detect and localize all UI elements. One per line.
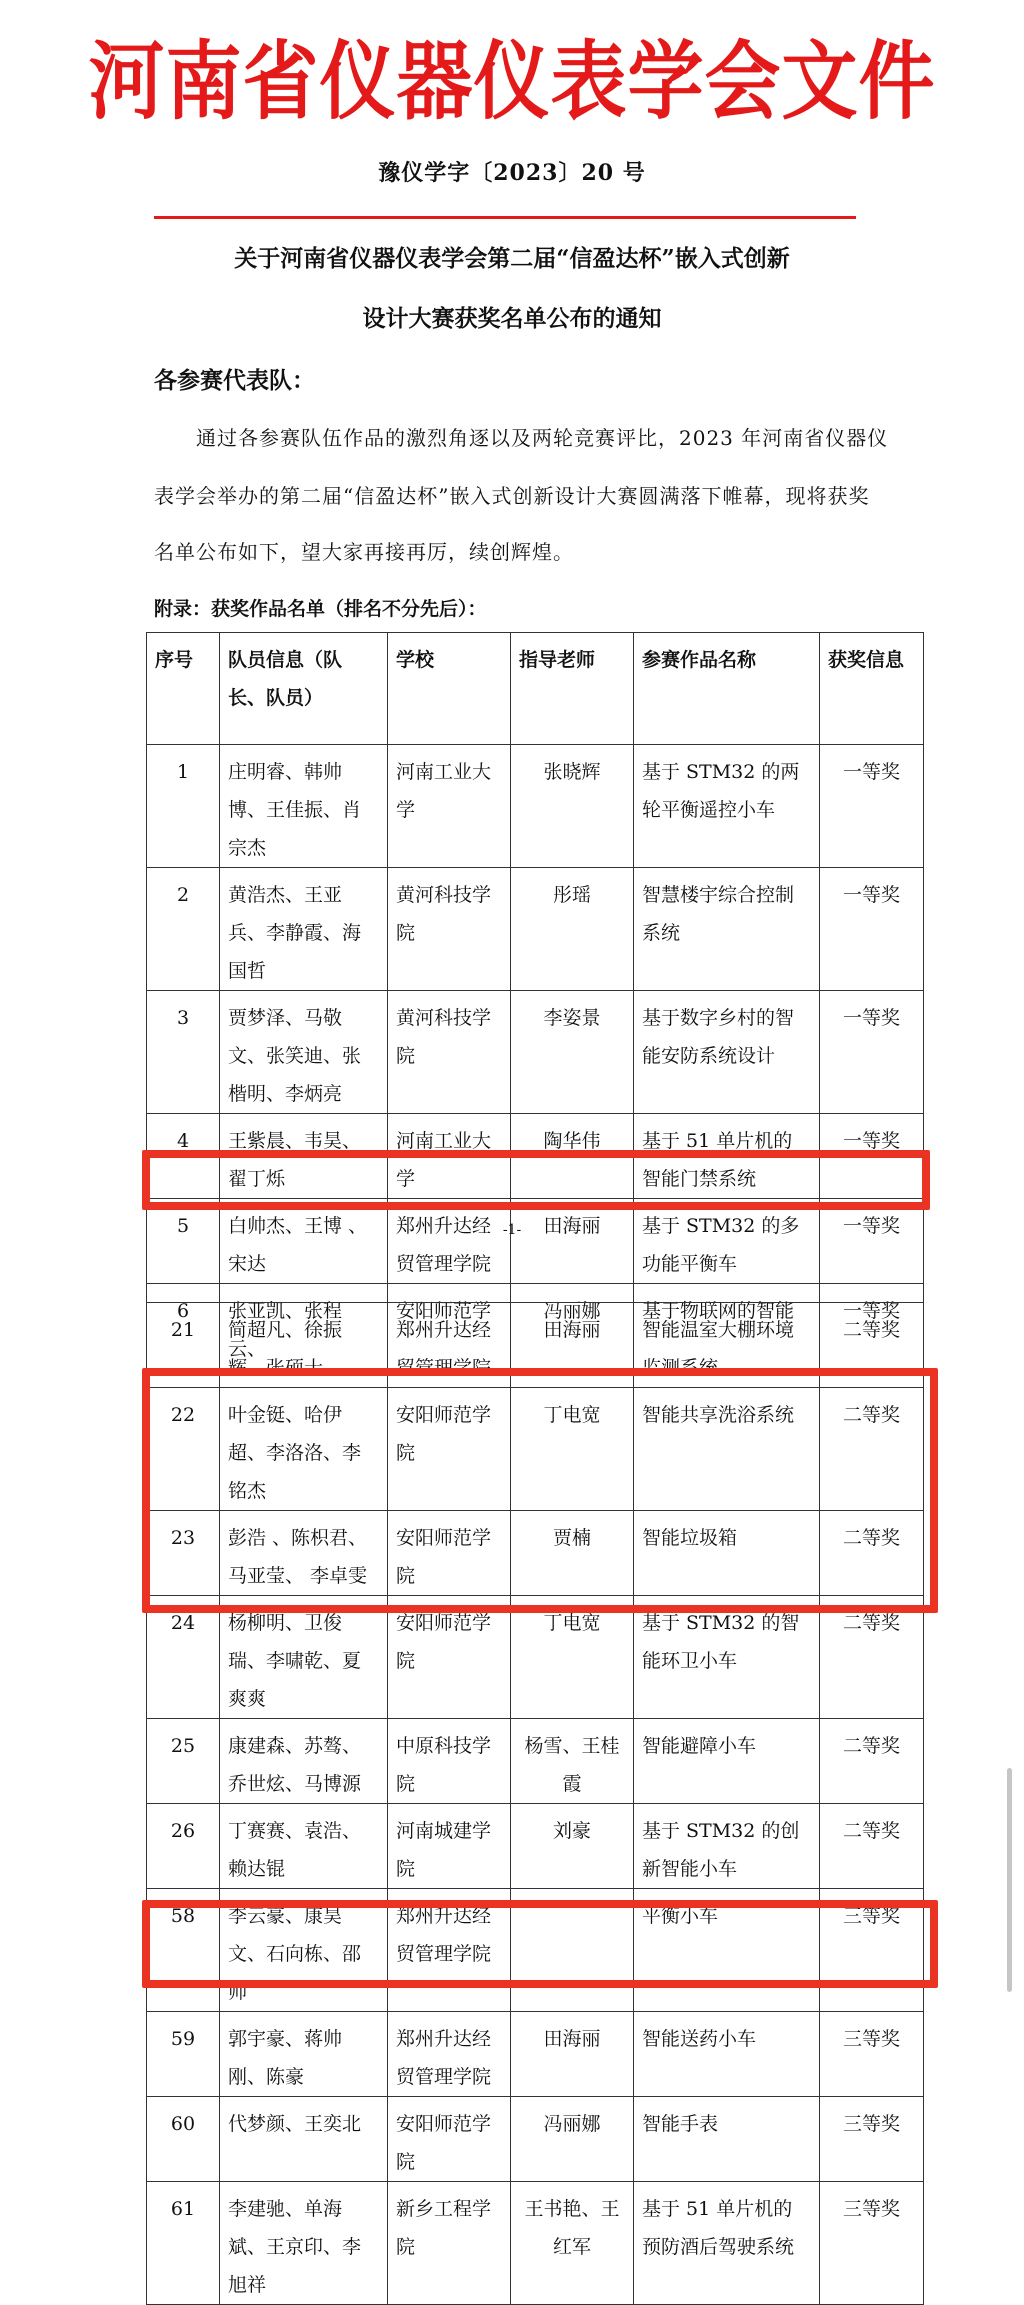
cell-project: 智能送药小车	[634, 2012, 820, 2097]
awards-table-page1	[146, 632, 924, 1369]
cell-award: 二等奖	[820, 1303, 924, 1388]
cell-advisor: 王书艳、王红军	[511, 2182, 634, 2305]
table-header-row	[147, 633, 924, 745]
cell-project: 智能手表	[634, 2097, 820, 2182]
highlight-box-row-6	[142, 1150, 930, 1210]
cell-members: 郭宇豪、蒋帅刚、陈豪	[220, 2012, 388, 2097]
cell-members: 代梦颜、王奕北	[220, 2097, 388, 2182]
salutation: 各参赛代表队：	[154, 367, 315, 394]
cell-advisor: 冯丽娜	[511, 2097, 634, 2182]
cell-project: 基于 51 单片机的预防酒后驾驶系统	[634, 2182, 820, 2305]
page-number: -1-	[502, 1222, 522, 1238]
cell-school: 黄河科技学院	[388, 868, 511, 991]
cell-members: 简超凡、徐振辉、张硕士	[220, 1303, 388, 1388]
header-no: 序号	[147, 633, 220, 745]
cell-advisor: 田海丽	[511, 2012, 634, 2097]
cell-school: 新乡工程学院	[388, 2182, 511, 2305]
cell-number: 23	[147, 1511, 220, 1596]
table-row	[147, 1199, 924, 1284]
cell-award: 二等奖	[820, 1388, 924, 1511]
cell-project: 基于 STM32 的多功能平衡车	[634, 1199, 820, 1284]
cell-award: 一等奖	[820, 1114, 924, 1199]
cell-members: 丁赛赛、袁浩、赖达锟	[220, 1804, 388, 1889]
cell-members: 李建驰、单海斌、王京印、李旭祥	[220, 2182, 388, 2305]
body-line-3: 名单公布如下，望大家再接再厉，续创辉煌。	[154, 540, 574, 564]
cell-project: 基于物联网的智能	[634, 1284, 820, 1369]
notice-title-line2: 设计大赛获奖名单公布的通知	[362, 305, 662, 332]
cell-project: 基于 STM32 的智能环卫小车	[634, 1596, 820, 1719]
body-line-1: 通过各参赛队伍作品的激烈角逐以及两轮竞赛评比，2023 年河南省仪器仪	[196, 426, 889, 450]
cell-advisor: 田海丽	[511, 1199, 634, 1284]
notice-title-line1: 关于河南省仪器仪表学会第二届“信盈达杯”嵌入式创新	[234, 245, 790, 272]
cell-number: 3	[147, 991, 220, 1114]
cell-school: 安阳师范学院	[388, 2097, 511, 2182]
cell-advisor: 田海丽	[511, 1303, 634, 1388]
cell-school: 安阳师范学	[388, 1284, 511, 1369]
cell-advisor: 彤瑶	[511, 868, 634, 991]
cell-school: 中原科技学院	[388, 1719, 511, 1804]
cell-school: 黄河科技学院	[388, 991, 511, 1114]
cell-number: 26	[147, 1804, 220, 1889]
org-document-title: 河南省仪器仪表学会文件	[88, 31, 936, 132]
red-divider	[154, 216, 856, 219]
cell-award: 二等奖	[820, 1804, 924, 1889]
cell-project: 智慧楼宇综合控制系统	[634, 868, 820, 991]
highlight-box-rows-22-24	[142, 1368, 938, 1613]
cell-advisor: 张晓辉	[511, 745, 634, 868]
cell-number: 22	[147, 1388, 220, 1511]
cell-members: 康建森、苏骜、乔世炫、马博源	[220, 1719, 388, 1804]
cell-advisor: 冯丽娜	[511, 1284, 634, 1369]
cell-members: 杨柳明、卫俊瑞、李啸乾、夏爽爽	[220, 1596, 388, 1719]
cell-number: 5	[147, 1199, 220, 1284]
cell-school: 郑州升达经贸管理学院	[388, 2012, 511, 2097]
highlight-box-row-60	[142, 1900, 938, 1988]
cell-award: 三等奖	[820, 2182, 924, 2305]
cell-number: 1	[147, 745, 220, 868]
cell-school: 安阳师范学院	[388, 1511, 511, 1596]
cell-number: 6	[147, 1284, 220, 1369]
cell-number: 24	[147, 1596, 220, 1719]
cell-award: 一等奖	[820, 1284, 924, 1369]
cell-advisor: 陶华伟	[511, 1114, 634, 1199]
cell-number: 2	[147, 868, 220, 991]
cell-members: 白帅杰、王博 、宋达	[220, 1199, 388, 1284]
scrollbar-thumb[interactable]	[1007, 1768, 1012, 1992]
cell-number: 61	[147, 2182, 220, 2305]
cell-school: 河南工业大学	[388, 1114, 511, 1199]
cell-project: 智能共享洗浴系统	[634, 1388, 820, 1511]
cell-award: 三等奖	[820, 1889, 924, 2012]
cell-number: 21	[147, 1303, 220, 1388]
cell-members: 叶金铤、哈伊超、李洛洛、李铭杰	[220, 1388, 388, 1511]
cell-award: 一等奖	[820, 1199, 924, 1284]
cell-advisor: 丁电宽	[511, 1388, 634, 1511]
cell-members: 王紫晨、韦昊、翟丁烁	[220, 1114, 388, 1199]
cell-award: 一等奖	[820, 991, 924, 1114]
cell-advisor: 刘豪	[511, 1804, 634, 1889]
table-row	[147, 2182, 924, 2305]
cell-project: 基于 STM32 的创新智能小车	[634, 1804, 820, 1889]
cell-award: 二等奖	[820, 1511, 924, 1596]
cell-members: 黄浩杰、王亚兵、李静霞、海国哲	[220, 868, 388, 991]
cell-number: 60	[147, 2097, 220, 2182]
cell-school: 郑州升达经贸管理学院	[388, 1889, 511, 2012]
cell-school: 河南工业大学	[388, 745, 511, 868]
cell-number: 25	[147, 1719, 220, 1804]
table-row	[147, 1596, 924, 1719]
cell-members: 庄明睿、韩帅博、王佳振、肖宗杰	[220, 745, 388, 868]
cell-school: 郑州升达经贸管理学院	[388, 1303, 511, 1388]
cell-school: 郑州升达经贸管理学院	[388, 1199, 511, 1284]
cell-advisor: 丁电宽	[511, 1596, 634, 1719]
document-number: 豫仪学字〔2023〕20 号	[378, 160, 646, 186]
cell-project: 智能避障小车	[634, 1719, 820, 1804]
table-row	[147, 745, 924, 868]
body-line-2: 表学会举办的第二届“信盈达杯”嵌入式创新设计大赛圆满落下帷幕，现将获奖	[154, 484, 870, 508]
header-project: 参赛作品名称	[634, 633, 820, 745]
cell-members: 李云豪、康昊文、石向栋、邵帅	[220, 1889, 388, 2012]
cell-project: 基于数字乡村的智能安防系统设计	[634, 991, 820, 1114]
header-award: 获奖信息	[820, 633, 924, 745]
cell-number: 59	[147, 2012, 220, 2097]
cell-number: 58	[147, 1889, 220, 2012]
appendix-label: 附录：获奖作品名单（排名不分先后）：	[154, 598, 487, 620]
cell-project: 基于 STM32 的两轮平衡遥控小车	[634, 745, 820, 868]
header-members: 队员信息（队长、队员）	[220, 633, 388, 745]
cell-number: 4	[147, 1114, 220, 1199]
cell-school: 安阳师范学院	[388, 1596, 511, 1719]
cell-advisor: 李姿景	[511, 991, 634, 1114]
table-row	[147, 2012, 924, 2097]
header-advisor: 指导老师	[511, 633, 634, 745]
cell-project: 智能垃圾箱	[634, 1511, 820, 1596]
cell-project: 基于 51 单片机的智能门禁系统	[634, 1114, 820, 1199]
table-row	[147, 1719, 924, 1804]
table-row	[147, 2097, 924, 2182]
cell-advisor: 贾楠	[511, 1511, 634, 1596]
table-row	[147, 868, 924, 991]
cell-project: 平衡小车	[634, 1889, 820, 2012]
header-school: 学校	[388, 633, 511, 745]
cell-members: 张亚凯、张程云、	[220, 1284, 388, 1369]
cell-school: 安阳师范学院	[388, 1388, 511, 1511]
table-row	[147, 991, 924, 1114]
cell-advisor: 杨雪、王桂霞	[511, 1719, 634, 1804]
cell-award: 三等奖	[820, 2097, 924, 2182]
cell-award: 一等奖	[820, 745, 924, 868]
cell-award: 一等奖	[820, 868, 924, 991]
cell-award: 二等奖	[820, 1596, 924, 1719]
cell-award: 三等奖	[820, 2012, 924, 2097]
cell-award: 二等奖	[820, 1719, 924, 1804]
table-row	[147, 1804, 924, 1889]
cell-members: 贾梦泽、马敬文、张笑迪、张楷明、李炳亮	[220, 991, 388, 1114]
cell-school: 河南城建学院	[388, 1804, 511, 1889]
cell-project: 智能温室大棚环境监测系统	[634, 1303, 820, 1388]
cell-members: 彭浩 、陈枳君、马亚莹、 李卓雯	[220, 1511, 388, 1596]
